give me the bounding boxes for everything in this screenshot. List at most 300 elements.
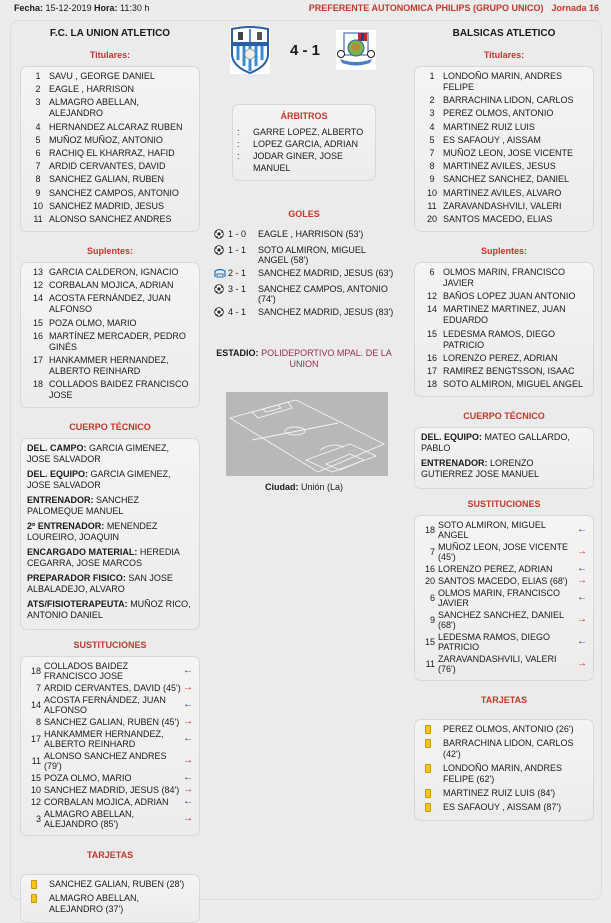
player-number: 16 [426, 352, 437, 363]
player-number: 3 [429, 108, 435, 119]
player-name[interactable]: HERNANDEZ ALCARAZ RUBEN [49, 121, 183, 132]
player-name[interactable]: SANTOS MACEDO, ELIAS [443, 213, 553, 224]
player-number: 6 [429, 593, 435, 604]
arrow-left-in-icon: ← [577, 524, 587, 536]
goal-score: 4 - 1 [228, 307, 247, 317]
player-row[interactable] [421, 108, 587, 119]
staff-row [27, 573, 193, 595]
match-center-column [214, 26, 394, 492]
player-number: 12 [32, 280, 43, 291]
home-cards-list [20, 874, 200, 923]
player-row[interactable] [421, 379, 587, 390]
staff-role: ENCARGADO MATERIAL: [27, 547, 138, 558]
player-name[interactable]: ACOSTA FERNÁNDEZ, JUAN ALFONSO [49, 293, 171, 315]
away-starters-list [414, 66, 594, 232]
substitution-row [27, 661, 193, 681]
player-row[interactable] [27, 135, 193, 146]
player-name[interactable]: HANKAMMER HERNANDEZ, ALBERTO REINHARD [44, 729, 164, 750]
player-row[interactable] [27, 201, 193, 212]
player-name[interactable]: SANCHEZ MADRID, JESUS [49, 200, 165, 211]
player-number: 1 [429, 71, 435, 81]
player-name[interactable]: OLMOS MARIN, FRANCISCO JAVIER [443, 267, 566, 289]
staff-name: SAN JOSE ALBALADEJO, ALVARO [27, 573, 173, 595]
player-name[interactable]: OLMOS MARIN, FRANCISCO JAVIER [438, 588, 561, 609]
referee-name: LOPEZ GARCIA, ADRIAN [253, 139, 359, 149]
player-name[interactable]: ALONSO SANCHEZ ANDRES [49, 213, 172, 224]
away-starters-title: Titulares: [483, 50, 525, 60]
staff-name: GARCIA GIMENEZ, JOSE SALVADOR [27, 469, 171, 491]
stadium-photo [226, 392, 388, 476]
staff-row [27, 599, 193, 621]
player-number: 15 [30, 773, 41, 784]
player-name[interactable]: RAMIREZ BENGTSSON, ISAAC [443, 366, 575, 376]
home-starters-title: Titulares: [89, 50, 131, 60]
arrow-right-out-icon: → [183, 784, 193, 796]
goal-scorer[interactable]: SOTO ALMIRON, MIGUEL ANGEL (58') [258, 245, 366, 265]
competition-name: PREFERENTE AUTONOMICA PHILIPS (GRUPO UNICO) [308, 3, 544, 13]
yellow-card-icon [31, 894, 37, 903]
player-number: 15 [426, 328, 437, 339]
player-number: 14 [32, 293, 43, 304]
player-name[interactable]: SANCHEZ MADRID, JESUS (84') [44, 785, 180, 796]
player-row[interactable] [27, 355, 193, 377]
substitution-row [27, 797, 193, 807]
staff-name: MENENDEZ LOUREIRO, JOAQUIN [27, 521, 158, 543]
player-row[interactable] [27, 267, 193, 278]
player-row[interactable] [421, 95, 587, 106]
goal-scorer[interactable]: EAGLE , HARRISON (53') [258, 229, 364, 239]
substitution-row [421, 576, 587, 586]
staff-role: ENTRENADOR: [421, 458, 488, 469]
stadium-name[interactable]: POLIDEPORTIVO MPAL. DE LA UNION [261, 348, 392, 369]
arrow-right-out-icon: → [183, 682, 193, 694]
player-number: 11 [33, 213, 43, 224]
referees-box [232, 104, 376, 181]
player-name[interactable]: GARCIA CALDERON, IGNACIO [49, 267, 179, 278]
player-name[interactable]: SOTO ALMIRON, MIGUEL ANGEL [443, 379, 584, 390]
player-name[interactable]: SANCHEZ GALIAN, RUBEN (45') [44, 717, 180, 728]
away-team-crest[interactable] [336, 30, 376, 70]
player-number: 10 [426, 187, 437, 198]
player-number: 8 [35, 174, 41, 185]
player-number: 11 [425, 659, 435, 670]
staff-role: DEL. CAMPO: [27, 443, 87, 454]
player-name[interactable]: LONDOÑO MARIN, ANDRES FELIPE [443, 71, 563, 92]
arrow-left-in-icon: ← [183, 733, 193, 745]
balsicas-crest-icon [336, 30, 376, 70]
yellow-card-icon [425, 739, 431, 748]
player-name[interactable]: MARTINEZ RUIZ LUIS [443, 121, 535, 132]
match-header [0, 0, 611, 16]
arrow-right-out-icon: → [577, 614, 587, 626]
player-name[interactable]: ALMAGRO ABELLAN, ALEJANDRO (37') [49, 893, 140, 915]
player-name[interactable]: HANKAMMER HERNANDEZ, ALBERTO REINHARD [49, 355, 169, 376]
player-name[interactable]: SANCHEZ CAMPOS, ANTONIO [49, 187, 179, 198]
staff-row [27, 521, 193, 543]
player-row[interactable] [421, 122, 587, 133]
player-number: 7 [429, 147, 435, 158]
player-number: 5 [429, 134, 435, 145]
substitution-row [27, 785, 193, 795]
football-pitch-image [226, 392, 388, 476]
player-name[interactable]: BAÑOS LOPEZ JUAN ANTONIO [443, 291, 576, 302]
player-name[interactable]: ALMAGRO ABELLAN, ALEJANDRO [49, 97, 140, 119]
arrow-left-in-icon: ← [183, 699, 193, 711]
player-number: 4 [429, 121, 435, 132]
player-name[interactable]: POZA OLMO, MARIO [44, 773, 132, 784]
player-number: 17 [30, 734, 41, 745]
player-name[interactable]: LEDESMA RAMOS, DIEGO PATRICIO [438, 632, 551, 653]
player-number: 20 [424, 576, 435, 587]
player-name[interactable]: LEDESMA RAMOS, DIEGO PATRICIO [443, 328, 556, 350]
player-name[interactable]: MUÑOZ MUÑOZ, ANTONIO [49, 134, 163, 145]
card-row [421, 788, 587, 799]
player-name[interactable]: ARDID CERVANTES, DAVID [49, 161, 166, 172]
referee-row [237, 138, 371, 150]
staff-row [27, 443, 193, 465]
staff-role: ENTRENADOR: [27, 495, 94, 506]
staff-name: MUÑOZ RICO, ANTONIO DANIEL [27, 599, 191, 621]
player-number: 16 [32, 330, 43, 341]
penalty-goal-icon [214, 268, 228, 281]
home-substitutions-list [20, 656, 200, 836]
player-row[interactable] [27, 84, 193, 95]
away-staff-list [414, 427, 594, 489]
away-substitutions-title: SUSTITUCIONES [467, 499, 541, 510]
home-team-crest[interactable] [230, 26, 270, 74]
referee-prefix: : [237, 127, 240, 137]
goal-score: 1 - 0 [228, 229, 247, 239]
card-row [27, 893, 193, 915]
player-name[interactable]: LORENZO PEREZ, ADRIAN [443, 352, 558, 363]
player-number: 4 [35, 121, 41, 132]
arrow-right-out-icon: → [577, 575, 587, 587]
substitution-row [27, 751, 193, 771]
away-subs-title: Suplentes: [480, 246, 527, 257]
card-row [421, 738, 587, 760]
referee-prefix: : [237, 151, 240, 161]
player-name[interactable]: COLLADOS BAIDEZ FRANCISCO JOSE [49, 379, 189, 401]
player-row[interactable] [421, 214, 587, 225]
ball-icon [214, 229, 228, 242]
staff-row [421, 432, 587, 454]
player-number: 12 [30, 797, 41, 808]
player-name[interactable]: ACOSTA FERNÁNDEZ, JUAN ALFONSO [44, 695, 166, 716]
away-team-name: BALSICAS ATLETICO [452, 28, 556, 39]
goal-scorer[interactable]: SANCHEZ MADRID, JESUS (83') [258, 307, 394, 317]
player-number: 15 [32, 317, 43, 328]
player-number: 8 [429, 161, 435, 172]
player-number: 2 [429, 95, 435, 106]
substitution-row [421, 610, 587, 630]
player-name[interactable]: MUÑOZ LEON, JOSE VICENTE [443, 147, 574, 158]
ball-icon [214, 307, 228, 320]
goal-row [214, 229, 394, 242]
yellow-card-icon [425, 725, 431, 734]
home-staff-title: CUERPO TÉCNICO [69, 422, 151, 433]
player-name[interactable]: MARTINEZ RUIZ LUIS (84') [443, 788, 556, 799]
matchday: Jornada 16 [551, 3, 599, 13]
referee-row [237, 150, 371, 174]
la-union-crest-icon [230, 26, 270, 74]
yellow-card-icon [425, 803, 431, 812]
arrow-left-in-icon: ← [183, 665, 193, 677]
match-time: Hora: 11:30 h [94, 3, 150, 13]
scoreline [214, 26, 394, 86]
staff-row [27, 547, 193, 569]
goal-row [214, 284, 394, 304]
player-number: 17 [426, 366, 437, 376]
player-row[interactable] [421, 174, 587, 185]
substitution-row [27, 717, 193, 727]
card-row [421, 724, 587, 735]
goal-scorer[interactable]: SANCHEZ CAMPOS, ANTONIO (74') [258, 284, 388, 304]
player-name[interactable]: ARDID CERVANTES, DAVID (45') [44, 683, 181, 694]
player-name[interactable]: POZA OLMO, MARIO [49, 317, 137, 328]
player-name[interactable]: ALONSO SANCHEZ ANDRES (79') [44, 751, 167, 772]
player-name[interactable]: MUÑOZ LEON, JOSE VICENTE (45') [438, 542, 569, 563]
referee-name: JODAR GINER, JOSE MANUEL [253, 151, 344, 173]
player-row[interactable] [421, 304, 587, 326]
arrow-right-out-icon: → [577, 546, 587, 558]
player-number: 6 [429, 267, 435, 278]
home-team-column [20, 26, 200, 923]
player-number: 10 [30, 785, 41, 796]
arrow-right-out-icon: → [183, 716, 193, 728]
player-number: 7 [429, 547, 435, 558]
yellow-card-icon [425, 789, 431, 798]
player-number: 12 [426, 291, 437, 302]
player-number: 11 [31, 756, 41, 767]
staff-role: PREPARADOR FISICO: [27, 573, 126, 584]
substitution-row [421, 632, 587, 652]
goals-list [214, 229, 394, 320]
goal-row [214, 307, 394, 320]
staff-name: MATEO GALLARDO, PABLO [421, 432, 570, 454]
player-row[interactable] [421, 135, 587, 146]
home-starters-list [20, 66, 200, 232]
player-number: 5 [35, 134, 41, 145]
substitution-row [27, 809, 193, 829]
player-name[interactable]: RACHIQ EL KHARRAZ, HAFID [49, 147, 175, 158]
staff-row [27, 469, 193, 491]
player-number: 3 [35, 814, 41, 825]
substitution-row [421, 654, 587, 674]
player-row[interactable] [27, 188, 193, 199]
away-cards-title: TARJETAS [480, 695, 528, 706]
player-name[interactable]: BARRACHINA LIDON, CARLOS [443, 95, 574, 106]
substitution-row [421, 564, 587, 574]
player-number: 13 [32, 267, 43, 278]
referee-prefix: : [237, 139, 240, 149]
arrow-left-in-icon: ← [577, 636, 587, 648]
player-row[interactable] [27, 148, 193, 159]
staff-row [27, 495, 193, 517]
player-row[interactable] [27, 214, 193, 225]
player-number: 9 [429, 615, 435, 626]
player-name[interactable]: MARTINEZ AVILES, ALVARO [443, 187, 562, 198]
staff-role: ATS/FISIOTERAPEUTA: [27, 599, 128, 610]
player-row[interactable] [27, 161, 193, 172]
player-name[interactable]: ES SAFAOUY , AISSAM [443, 134, 541, 145]
substitution-row [421, 520, 587, 540]
staff-name: LORENZO GUTIERREZ JOSE MANUEL [421, 458, 540, 480]
player-number: 18 [32, 379, 43, 390]
staff-name: GARCIA GIMENEZ, JOSE SALVADOR [27, 443, 170, 465]
arrow-right-out-icon: → [183, 813, 193, 825]
yellow-card-icon [425, 764, 431, 773]
away-cards-list [414, 719, 594, 821]
player-name[interactable]: ES SAFAOUY , AISSAM (87') [443, 802, 562, 813]
player-number: 18 [424, 525, 435, 536]
arrow-left-in-icon: ← [183, 796, 193, 808]
goal-score: 1 - 1 [228, 245, 247, 255]
player-row[interactable] [421, 267, 587, 289]
player-row[interactable] [421, 71, 587, 93]
player-number: 7 [35, 683, 41, 694]
city-label: Ciudad: [264, 482, 299, 492]
ball-icon [214, 245, 228, 265]
player-name[interactable]: ZARAVANDASHVILI, VALERI (76') [438, 654, 557, 675]
staff-name: HEREDIA CEGARRA, JOSE MARCOS [27, 547, 180, 569]
player-number: 14 [30, 700, 41, 711]
player-name[interactable]: MARTINEZ AVILES, JESUS [443, 161, 556, 172]
substitution-row [27, 729, 193, 749]
away-team-column [414, 26, 594, 821]
yellow-card-icon [31, 880, 37, 889]
competition [309, 1, 599, 15]
player-name[interactable]: SOTO ALMIRON, MIGUEL ANGEL [438, 520, 546, 541]
home-subs-list [20, 262, 200, 408]
home-staff-list [20, 438, 200, 630]
player-row[interactable] [421, 161, 587, 172]
arrow-left-in-icon: ← [577, 563, 587, 575]
player-name[interactable]: ALMAGRO ABELLAN, ALEJANDRO (85') [44, 809, 135, 830]
player-number: 16 [424, 564, 435, 575]
player-row[interactable] [27, 379, 193, 401]
goals-title: GOLES [288, 209, 320, 219]
arrow-right-out-icon: → [183, 755, 193, 767]
home-team-name: F.C. LA UNION ATLETICO [49, 28, 171, 39]
player-number: 9 [35, 187, 41, 198]
player-number: 1 [35, 71, 41, 81]
player-row[interactable] [27, 97, 193, 119]
player-name[interactable]: PEREZ OLMOS, ANTONIO [443, 108, 554, 119]
player-row[interactable] [421, 148, 587, 159]
player-number: 3 [35, 97, 41, 108]
goal-score: 3 - 1 [228, 284, 247, 294]
player-name[interactable]: COLLADOS BAIDEZ FRANCISCO JOSE [44, 661, 129, 682]
substitution-row [421, 542, 587, 562]
player-row[interactable] [421, 291, 587, 302]
player-name[interactable]: CORBALAN MOJICA, ADRIAN [44, 797, 169, 808]
city-name: Unión (La) [300, 482, 344, 492]
player-number: 11 [427, 200, 437, 211]
player-name[interactable]: ZARAVANDASHVILI, VALERI [443, 200, 562, 211]
ball-icon [214, 284, 228, 304]
player-number: 6 [35, 147, 41, 158]
card-row [421, 763, 587, 785]
player-name[interactable]: BARRACHINA LIDON, CARLOS (42') [443, 738, 574, 760]
player-name[interactable]: MARTINEZ MARTINEZ, JUAN EDUARDO [443, 304, 566, 326]
home-cards-title: TARJETAS [86, 850, 134, 861]
player-number: 10 [32, 200, 43, 211]
referee-name: GARRE LOPEZ, ALBERTO [253, 127, 364, 137]
goal-scorer[interactable]: SANCHEZ MADRID, JESUS (63') [258, 268, 394, 278]
player-name[interactable]: LORENZO PEREZ, ADRIAN [438, 564, 553, 575]
city-info [214, 482, 394, 492]
staff-role: DEL. EQUIPO: [27, 469, 89, 480]
away-substitutions-list [414, 515, 594, 681]
player-row[interactable] [27, 280, 193, 291]
substitution-row [27, 695, 193, 715]
arrow-left-in-icon: ← [183, 772, 193, 784]
staff-role: 2º ENTRENADOR: [27, 521, 105, 532]
player-name[interactable]: SANCHEZ GALIAN, RUBEN (28') [49, 879, 185, 890]
arrow-left-in-icon: ← [577, 592, 587, 604]
player-row[interactable] [27, 318, 193, 329]
player-row[interactable] [27, 293, 193, 315]
player-number: 14 [426, 304, 437, 315]
final-score: 4 - 1 [289, 42, 320, 59]
player-name[interactable]: SANCHEZ SANCHEZ, DANIEL [443, 174, 570, 185]
player-name[interactable]: SAVU , GEORGE DANIEL [49, 71, 155, 81]
referees-list [237, 126, 371, 174]
player-row[interactable] [27, 174, 193, 185]
player-row[interactable] [27, 122, 193, 133]
card-row [421, 802, 587, 813]
substitution-row [27, 773, 193, 783]
card-row [27, 879, 193, 890]
player-row[interactable] [27, 71, 193, 82]
player-row[interactable] [421, 329, 587, 351]
player-name[interactable]: CORBALAN MOJICA, ADRIAN [49, 280, 174, 291]
player-name[interactable]: LONDOÑO MARIN, ANDRES FELIPE (62') [443, 763, 563, 785]
staff-row [421, 458, 587, 480]
player-number: 9 [429, 174, 435, 185]
substitution-row [421, 588, 587, 608]
goal-row [214, 268, 394, 281]
player-number: 2 [35, 84, 41, 95]
staff-name: SANCHEZ PALOMEQUE MANUEL [27, 495, 140, 517]
player-number: 8 [35, 717, 41, 728]
referee-row [237, 126, 371, 138]
staff-role: DEL. EQUIPO: [421, 432, 483, 443]
player-number: 18 [426, 379, 437, 390]
home-substitutions-title: SUSTITUCIONES [73, 640, 147, 651]
player-name[interactable]: SANCHEZ GALIAN, RUBEN [49, 174, 165, 185]
player-name[interactable]: PEREZ OLMOS, ANTONIO (26') [443, 724, 574, 735]
player-row[interactable] [421, 201, 587, 212]
player-number: 15 [424, 637, 435, 648]
player-name[interactable]: MARTÍNEZ MERCADER, PEDRO GINÉS [49, 330, 186, 352]
player-row[interactable] [421, 353, 587, 364]
substitution-row [27, 683, 193, 693]
referees-title: ÁRBITROS [280, 111, 328, 121]
player-name[interactable]: SANCHEZ SANCHEZ, DANIEL (68') [438, 610, 564, 631]
player-number: 17 [32, 355, 43, 365]
player-row[interactable] [421, 188, 587, 199]
player-row[interactable] [421, 366, 587, 377]
player-number: 7 [35, 161, 41, 172]
player-name[interactable]: EAGLE , HARRISON [49, 84, 135, 95]
stadium-label: ESTADIO: [216, 348, 259, 358]
arrow-right-out-icon: → [577, 658, 587, 670]
player-name[interactable]: SANTOS MACEDO, ELIAS (68') [438, 576, 568, 587]
away-staff-title: CUERPO TÉCNICO [463, 411, 545, 422]
goal-row [214, 245, 394, 265]
player-row[interactable] [27, 331, 193, 353]
